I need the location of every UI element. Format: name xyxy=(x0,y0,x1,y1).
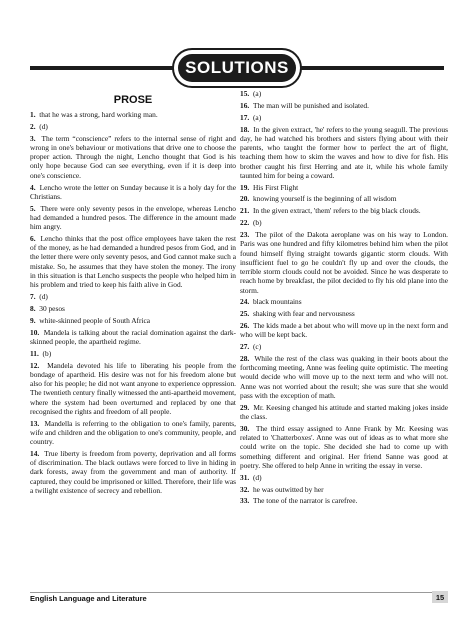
answer-number: 14. xyxy=(30,448,40,458)
answer-item xyxy=(30,328,236,347)
answer-item xyxy=(240,485,448,494)
header-rule-right xyxy=(298,66,444,70)
answer-text: (a) xyxy=(252,112,262,122)
answer-text: Mr. Keesing changed his attitude and started making jokes inside the class. xyxy=(240,402,448,422)
answer-number: 8. xyxy=(30,303,36,313)
answer-text: The man will be punished and isolated. xyxy=(252,100,369,110)
answer-number: 16. xyxy=(240,100,250,110)
answer-item xyxy=(240,321,448,340)
answer-text: knowing yourself is the beginning of all wisdom xyxy=(252,194,397,204)
answer-text: black mountains xyxy=(252,297,302,307)
answer-item xyxy=(30,134,236,180)
header-rule-left xyxy=(30,66,176,70)
footer-divider xyxy=(30,592,448,593)
answer-text: Lencho wrote the letter on Sunday because it is a holy day for the Christians. xyxy=(30,182,236,201)
answer-number: 25. xyxy=(240,309,250,319)
answer-item xyxy=(240,194,448,203)
answer-item xyxy=(240,424,448,470)
answer-item xyxy=(240,89,448,98)
answer-item xyxy=(30,292,236,301)
answer-item xyxy=(240,297,448,306)
answer-text: There were only seventy pesos in the envelope, whereas Lencho had demanded a hundred pesos. The difference in the amount made him angry. xyxy=(30,203,236,232)
answer-number: 21. xyxy=(240,206,250,216)
answer-number: 27. xyxy=(240,342,250,352)
solutions-header xyxy=(0,48,474,88)
section-title: PROSE xyxy=(113,94,153,106)
answer-text: (d) xyxy=(39,121,48,131)
answer-text: (d) xyxy=(39,292,48,302)
answer-text: (b) xyxy=(252,218,262,228)
answer-item xyxy=(30,204,236,232)
answer-number: 31. xyxy=(240,472,250,482)
answer-number: 9. xyxy=(30,315,36,325)
answer-text: The third essay assigned to Anne Frank by Mr. Keesing was related to 'Chatterboxes'. Anne was out of ideas as to what more she could write on the topic. She decided she had to come up with something different and original. Her friend Sanne was good at poetry. She offered to help Anne in writing the essay in verse. xyxy=(240,423,448,470)
answer-number: 22. xyxy=(240,218,250,228)
answer-text: The pilot of the Dakota aeroplane was on his way to London. Paris was one hundred and fifty kilometres behind him when the pilot found himself flying straight towards gigantic storm clouds. With insufficient fuel to go he couldn't fly up and over the clouds, the terrible storm clouds could not be avoided. Since he was desperate to reach home by breakfast, the pilot decided to fly his old plane into the storm. xyxy=(240,230,448,295)
answer-number: 3. xyxy=(30,133,36,143)
answer-text: shaking with fear and nervousness xyxy=(252,309,355,319)
right-column xyxy=(240,89,448,508)
answer-number: 13. xyxy=(30,418,40,428)
answer-text: Mandela devoted his life to liberating his people from the bondage of apartheid. His desire was not for his freedom alone but also for his people; he did not want anyone to experience oppression. The twentieth century finally witnessed the anti-apartheid movement, where the system had been overturned and replaced by one that recognised the rights and freedom of all people. xyxy=(30,360,236,416)
answer-text: His First Flight xyxy=(252,182,299,192)
answer-text: he was outwitted by her xyxy=(252,484,324,494)
answer-text: The kids made a bet about who will move up in the next form and who will be kept back. xyxy=(240,321,448,340)
answer-number: 2. xyxy=(30,121,36,131)
answer-text: The term “conscience” refers to the internal sense of right and wrong in one's behaviour or motivations that drive one to choose the proper action. Through the night, Lencho thought that God is his only hope because God can see everything, even if it is deep into one's conscience. xyxy=(30,133,237,180)
answer-item xyxy=(30,316,236,325)
answer-number: 7. xyxy=(30,292,36,302)
page-number: 15 xyxy=(432,591,448,603)
answer-text: Mandela is talking about the racial domination against the dark-skinned people, the apartheid regime. xyxy=(30,327,236,346)
solutions-title: SOLUTIONS xyxy=(178,54,296,82)
answer-text: True liberty is freedom from poverty, deprivation and all forms of discrimination. The black outlaws were forced to live in hiding in dark forests, away from the government and man of authority. If captured, they could be imprisoned or killed. Therefore, their life was a twilight existence of secrecy and rebellion. xyxy=(30,448,236,495)
answer-item xyxy=(240,206,448,215)
answer-number: 18. xyxy=(240,124,250,134)
answer-item xyxy=(30,183,236,202)
answer-text: (b) xyxy=(42,348,52,358)
answer-item xyxy=(30,110,236,119)
answer-text: The tone of the narrator is carefree. xyxy=(252,496,358,506)
answer-item xyxy=(240,496,448,505)
answer-item xyxy=(240,230,448,295)
answer-item xyxy=(30,349,236,358)
answer-text: (c) xyxy=(252,342,262,352)
left-column xyxy=(30,90,236,498)
answer-number: 1. xyxy=(30,110,36,119)
answer-item xyxy=(30,122,236,131)
answer-number: 33. xyxy=(240,496,250,506)
answer-item xyxy=(240,354,448,400)
answer-text: Lencho thinks that the post office employees have taken the rest of the money, as he had demanded a hundred pesos from God, and in the letter there were only seventy pesos, and God cannot make such a mistake. So, he assumes that they have stolen the money. The irony in this situation is that Lencho suspects the people who helped him in his problem and tried to keep his faith alive in God. xyxy=(30,233,236,290)
answer-number: 10. xyxy=(30,327,40,337)
answer-number: 32. xyxy=(240,484,250,494)
answer-text: that he was a strong, hard working man. xyxy=(39,110,158,119)
answer-text: 30 pesos xyxy=(39,303,65,313)
answer-text: In the given extract, 'them' refers to the big black clouds. xyxy=(252,206,421,216)
solutions-badge xyxy=(172,48,302,88)
answer-item xyxy=(30,361,236,417)
answer-text: Mandella is referring to the obligation to one's family, parents, wife and children and the obligation to one's community, people, and country. xyxy=(30,418,236,447)
answer-item xyxy=(240,125,448,181)
answer-number: 29. xyxy=(240,402,250,412)
answer-number: 12. xyxy=(30,360,40,370)
answer-item xyxy=(240,403,448,422)
answer-text: (d) xyxy=(252,472,262,482)
answer-item xyxy=(30,304,236,313)
answer-number: 24. xyxy=(240,297,250,307)
answer-item xyxy=(240,342,448,351)
answer-number: 30. xyxy=(240,423,250,433)
answer-item xyxy=(240,113,448,122)
answer-text: While the rest of the class was quaking in their boots about the forthcoming meeting, Anne was feeling quite optimistic. The meeting would decide who will move up to the next term and who will not. Anne was not worried about the result; she was sure that she would pass with the exception of math. xyxy=(240,353,448,400)
answer-number: 5. xyxy=(30,203,36,213)
answer-number: 26. xyxy=(240,321,250,331)
answer-text: (a) xyxy=(252,89,262,98)
answer-number: 11. xyxy=(30,348,39,358)
answer-item xyxy=(240,183,448,192)
answer-number: 6. xyxy=(30,233,36,243)
answer-item xyxy=(30,419,236,447)
answer-item xyxy=(240,101,448,110)
answer-item xyxy=(30,234,236,290)
answer-item xyxy=(240,473,448,482)
answer-number: 15. xyxy=(240,89,250,98)
answer-number: 4. xyxy=(30,182,36,192)
answer-number: 23. xyxy=(240,230,250,239)
answer-item xyxy=(30,449,236,495)
answer-text: In the given extract, 'he' refers to the young seagull. The previous day, he had watched his brothers and sisters flying about with their parents, who taught the former how to perfect the art of flight, teaching them how to skim the waves and how to dive for fish. His brother caught his first Herring and ate it, while his whole family taunted him for being a coward. xyxy=(240,124,448,180)
answer-number: 20. xyxy=(240,194,250,204)
answer-number: 17. xyxy=(240,112,250,122)
answer-number: 28. xyxy=(240,353,250,363)
answer-number: 19. xyxy=(240,182,250,192)
answer-item xyxy=(240,218,448,227)
answer-text: white-skinned people of South Africa xyxy=(39,315,151,325)
footer-book-title: English Language and Literature xyxy=(30,594,147,603)
answer-item xyxy=(240,309,448,318)
